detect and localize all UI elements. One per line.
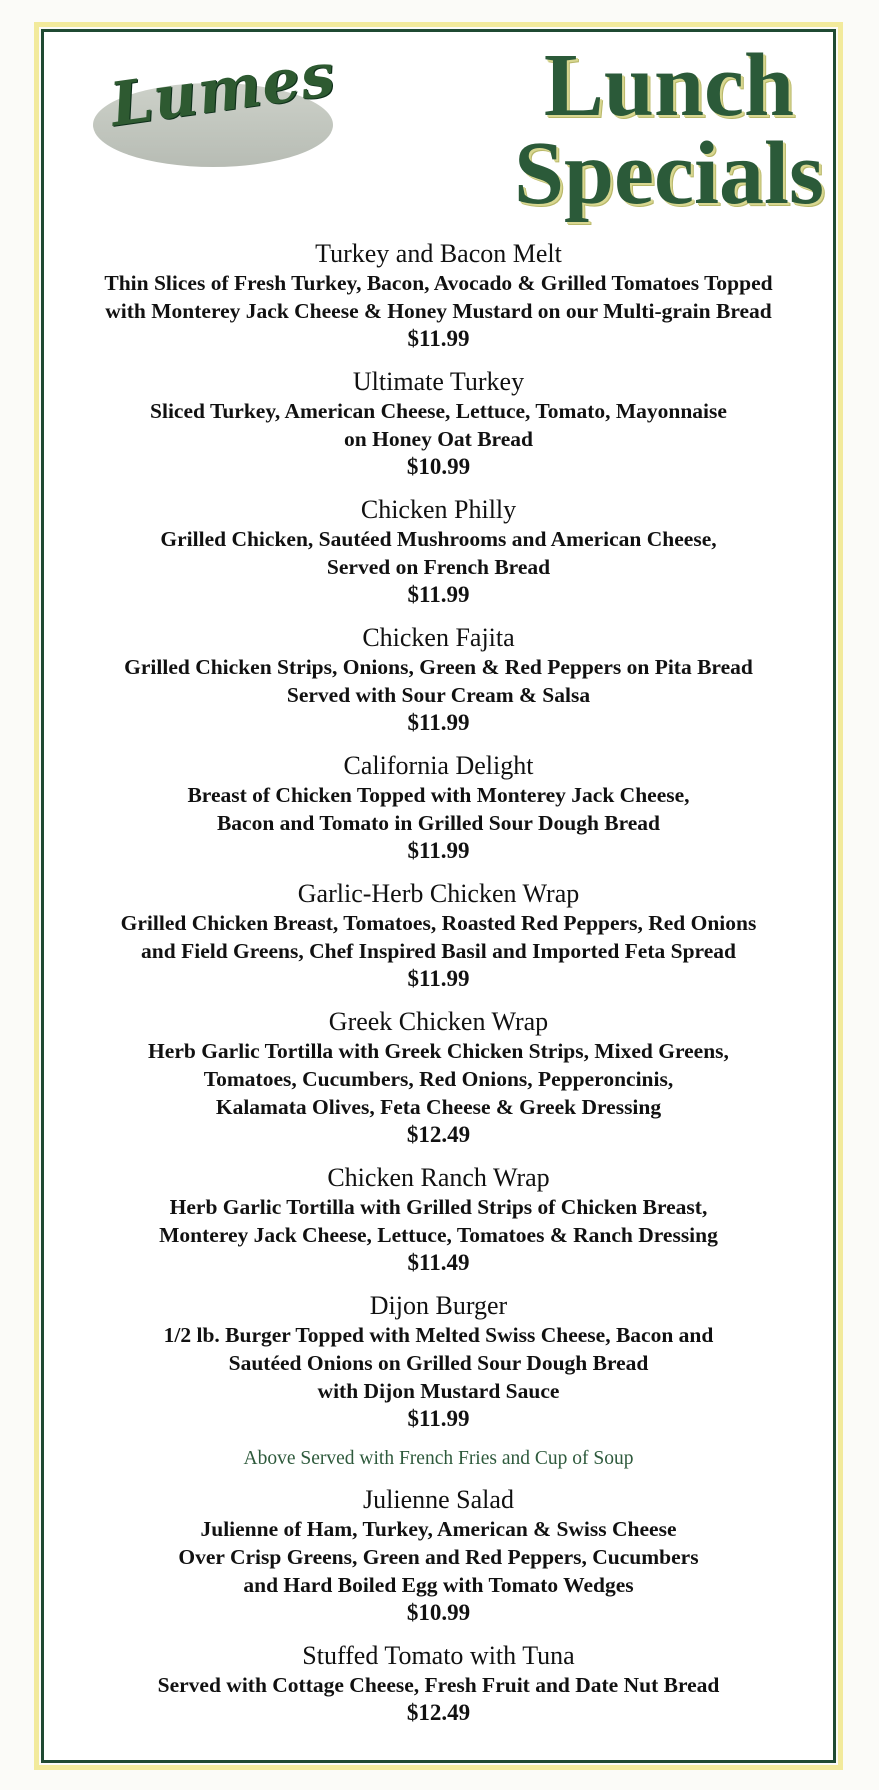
menu-group-main <box>41 238 836 1433</box>
menu-item-name: California Delight <box>343 751 534 780</box>
menu-item <box>41 1290 836 1433</box>
menu-item-price: $11.49 <box>407 1250 470 1275</box>
menu-item <box>41 1484 836 1627</box>
menu-item <box>41 1162 836 1277</box>
menu-item <box>41 878 836 993</box>
menu-item-description: Thin Slices of Fresh Turkey, Bacon, Avocado & Grilled Tomatoes Topped with Monterey Jack Cheese & Honey Mustard on our Multi-grain Bread <box>104 271 773 323</box>
menu-list <box>41 238 836 1740</box>
menu-item-price: $11.99 <box>407 966 470 991</box>
logo <box>93 39 361 169</box>
menu-item <box>41 1640 836 1727</box>
title-line-1: Lunch <box>543 36 795 135</box>
menu-item <box>41 1006 836 1149</box>
menu-item-description: Sliced Turkey, American Cheese, Lettuce, Tomato, Mayonnaise on Honey Oat Bread <box>150 399 727 451</box>
menu-item-description: Breast of Chicken Topped with Monterey Jack Cheese, Bacon and Tomato in Grilled Sour Dough Bread <box>187 783 690 835</box>
menu-item-price: $11.99 <box>407 710 470 735</box>
menu-item-name: Ultimate Turkey <box>352 367 525 396</box>
menu-item-price: $11.99 <box>407 582 470 607</box>
menu-item-price: $12.49 <box>406 1700 471 1725</box>
menu-item <box>41 366 836 481</box>
logo-text: Lumes <box>106 39 340 141</box>
menu-item-name: Chicken Philly <box>360 495 517 524</box>
menu-item-price: $10.99 <box>406 1600 471 1625</box>
menu-item-name: Stuffed Tomato with Tuna <box>302 1641 575 1670</box>
menu-item-name: Greek Chicken Wrap <box>328 1007 549 1036</box>
menu-item-name: Garlic-Herb Chicken Wrap <box>297 879 580 908</box>
menu-item <box>41 750 836 865</box>
menu-item <box>41 622 836 737</box>
menu-item-description: Served with Cottage Cheese, Fresh Fruit and Date Nut Bread <box>157 1673 720 1697</box>
menu-item-price: $11.99 <box>407 326 470 351</box>
page-title <box>513 36 824 224</box>
menu-item-description: Herb Garlic Tortilla with Greek Chicken Strips, Mixed Greens, Tomatoes, Cucumbers, Red Onions, Pepperoncinis, Kalamata Olives, Feta Cheese & Greek Dressing <box>148 1039 729 1119</box>
menu-item-description: Julienne of Ham, Turkey, American & Swiss Cheese Over Crisp Greens, Green and Red Peppers, Cucumbers and Hard Boiled Egg with Tomato Wedges <box>178 1517 699 1597</box>
menu-item-price: $11.99 <box>407 1406 470 1431</box>
menu-item-price: $10.99 <box>406 454 471 479</box>
menu-item-price: $12.49 <box>406 1122 471 1147</box>
menu-item-description: 1/2 lb. Burger Topped with Melted Swiss Cheese, Bacon and Sautéed Onions on Grilled Sour Dough Bread with Dijon Mustard Sauce <box>163 1323 714 1403</box>
title-line-2: Specials <box>513 124 824 224</box>
menu-item-description: Grilled Chicken Breast, Tomatoes, Roasted Red Peppers, Red Onions and Field Greens, Chef Inspired Basil and Imported Feta Spread <box>120 911 757 963</box>
menu-item-price: $11.99 <box>407 838 470 863</box>
menu-item-description: Herb Garlic Tortilla with Grilled Strips of Chicken Breast, Monterey Jack Cheese, Lettuce, Tomatoes & Ranch Dressing <box>159 1195 718 1247</box>
menu-item-name: Julienne Salad <box>363 1485 514 1514</box>
menu-item <box>41 494 836 609</box>
menu-group-salads <box>41 1484 836 1727</box>
menu-item-name: Dijon Burger <box>369 1291 508 1320</box>
menu-item-description: Grilled Chicken, Sautéed Mushrooms and American Cheese, Served on French Bread <box>160 527 717 579</box>
menu-item <box>41 238 836 353</box>
menu-item-description: Grilled Chicken Strips, Onions, Green & Red Peppers on Pita Bread Served with Sour Cream & Salsa <box>124 655 753 707</box>
menu-item-name: Turkey and Bacon Melt <box>315 239 562 268</box>
menu-item-name: Chicken Fajita <box>362 623 515 652</box>
served-note: Above Served with French Fries and Cup of Soup <box>243 1448 634 1469</box>
menu-item-name: Chicken Ranch Wrap <box>327 1163 550 1192</box>
